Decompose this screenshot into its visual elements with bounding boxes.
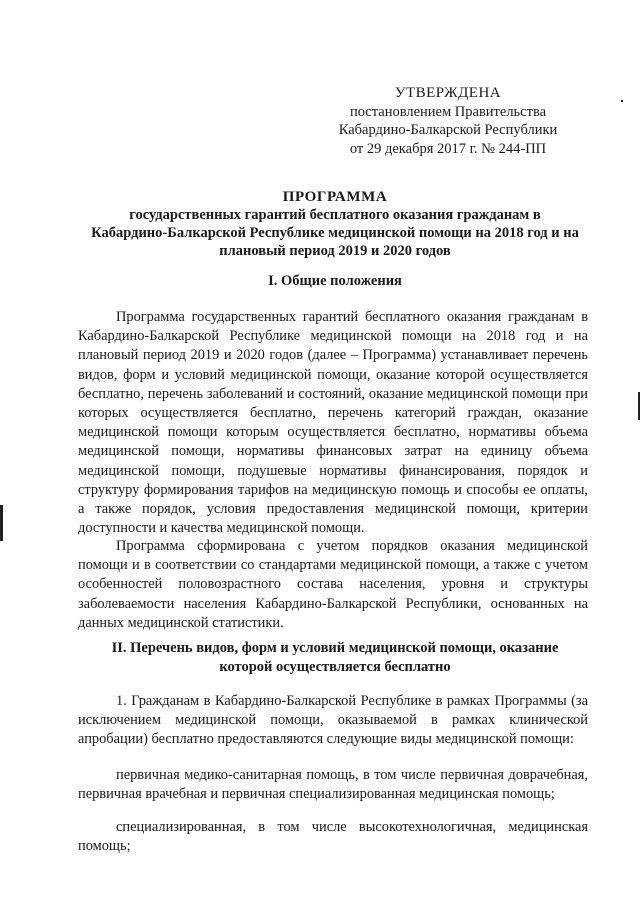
paragraph-text: специализированная, в том числе высокотехнологичная, медицинская помощь; xyxy=(78,819,588,855)
section-2-paragraph-1 xyxy=(78,692,588,750)
approval-stamp xyxy=(300,84,596,158)
paragraph-text: Программа сформирована с учетом порядков оказания медицинской помощи и в соответствии со стандартами медицинской помощи, а также с учетом особенностей половозрастного состава населения, уровня и структуры заболеваемости населения Кабардино-Балкарской Республики, основанных на данных медицинской статистики. xyxy=(78,538,588,631)
section-1-heading: I. Общие положения xyxy=(268,273,402,289)
title-line-3: плановый период 2019 и 2020 годов xyxy=(219,243,451,259)
approval-line-resolution: постановлением Правительства xyxy=(349,103,547,120)
section-2-heading-line-2: которой осуществляется бесплатно xyxy=(219,659,451,675)
approval-line-government: Кабардино-Балкарской Республики xyxy=(338,122,558,138)
paragraph-text: 1. Гражданам в Кабардино-Балкарской Республике в рамках Программы (за исключением медицинской помощи, оказываемой в рамках клинической апробации) бесплатно предоставляются следующие виды медицинской помощи: xyxy=(78,693,588,748)
paragraph-text: Программа государственных гарантий бесплатного оказания гражданам в Кабардино-Балкарской Республике медицинской помощи на 2018 год и на плановый период 2019 и 2020 годов (далее – Программа) устанавливает перечень видов, форм и условий медицинской помощи, оказание которой осуществляется бесплатно, перечень заболеваний и состояний, оказание медицинской помощи при которых осуществляется бесплатно, перечень категорий граждан, оказание медицинской помощи которым осуществляется бесплатно, нормативы объема медицинской помощи, нормативы финансовых затрат на единицу объема медицинской помощи, подушевые нормативы финансирования, порядок и структуру формирования тарифов на медицинскую помощь и способы ее оплаты, а также порядок, условия предоставления медицинской помощи, критерии доступности и качества медицинской помощи. xyxy=(78,309,588,537)
section-1-paragraph-1 xyxy=(78,308,588,538)
section-2-paragraph-3 xyxy=(78,818,588,856)
title-line-2: Кабардино-Балкарской Республике медицинской помощи на 2018 год и на xyxy=(91,225,579,241)
section-2-heading xyxy=(60,639,610,677)
section-2-heading-line-1: II. Перечень видов, форм и условий медицинской помощи, оказание xyxy=(111,640,559,656)
scan-edge-mark-left xyxy=(0,505,3,541)
title-heading: ПРОГРАММА xyxy=(282,189,388,205)
section-2-paragraph-2 xyxy=(78,766,588,804)
scan-dot-top-right xyxy=(621,100,623,102)
approval-heading: УТВЕРЖДЕНА xyxy=(394,85,502,101)
section-1-paragraph-2 xyxy=(78,537,588,633)
approval-line-date: от 29 декабря 2017 г. № 244-ПП xyxy=(349,140,547,157)
document-title xyxy=(60,188,610,260)
title-line-1: государственных гарантий бесплатного оказания гражданам в xyxy=(129,207,541,223)
paragraph-text: первичная медико-санитарная помощь, в том числе первичная доврачебная, первичная врачебная и первичная специализированная медицинская помощь; xyxy=(78,767,588,803)
